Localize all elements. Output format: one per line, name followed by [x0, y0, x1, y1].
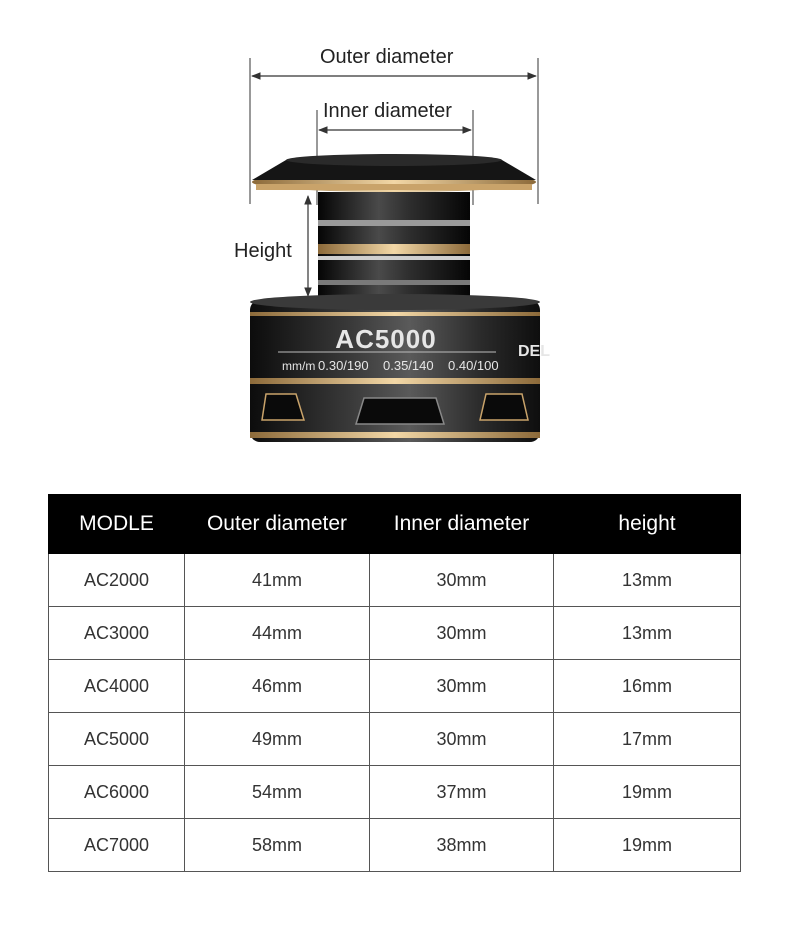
spool-line-spec: 0.40/100 — [448, 358, 499, 373]
cell-model: AC4000 — [49, 660, 185, 713]
column-header-inner-diameter: Inner diameter — [370, 495, 554, 554]
cell-model: AC5000 — [49, 713, 185, 766]
table-row — [49, 607, 741, 660]
table-row — [49, 819, 741, 872]
spool-model-text: AC5000 — [335, 324, 437, 354]
table-header-row — [49, 495, 741, 554]
cell-outer-diameter: 41mm — [185, 554, 370, 607]
cell-inner-diameter: 30mm — [370, 713, 554, 766]
cell-outer-diameter: 44mm — [185, 607, 370, 660]
cell-height: 19mm — [554, 819, 741, 872]
cell-outer-diameter: 46mm — [185, 660, 370, 713]
spool-dimension-diagram — [0, 0, 790, 470]
cell-height: 13mm — [554, 607, 741, 660]
table-row — [49, 766, 741, 819]
cell-inner-diameter: 30mm — [370, 607, 554, 660]
table-row — [49, 660, 741, 713]
inner-diameter-label: Inner diameter — [323, 100, 452, 122]
spec-table — [48, 494, 741, 872]
spool-brand-text: DEL — [518, 343, 550, 360]
column-header-model: MODLE — [49, 495, 185, 554]
spool-image — [0, 0, 790, 470]
column-header-height: height — [554, 495, 741, 554]
cell-model: AC2000 — [49, 554, 185, 607]
cell-height: 17mm — [554, 713, 741, 766]
height-label: Height — [234, 240, 292, 262]
cell-model: AC6000 — [49, 766, 185, 819]
cell-height: 19mm — [554, 766, 741, 819]
cell-height: 13mm — [554, 554, 741, 607]
cell-inner-diameter: 37mm — [370, 766, 554, 819]
cell-model: AC7000 — [49, 819, 185, 872]
spool-line-spec: 0.30/190 — [318, 358, 369, 373]
cell-outer-diameter: 58mm — [185, 819, 370, 872]
column-header-outer-diameter: Outer diameter — [185, 495, 370, 554]
cell-model: AC3000 — [49, 607, 185, 660]
table-row — [49, 713, 741, 766]
spool-line-prefix: mm/m — [282, 359, 316, 373]
cell-inner-diameter: 38mm — [370, 819, 554, 872]
cell-outer-diameter: 54mm — [185, 766, 370, 819]
cell-inner-diameter: 30mm — [370, 660, 554, 713]
cell-inner-diameter: 30mm — [370, 554, 554, 607]
cell-height: 16mm — [554, 660, 741, 713]
outer-diameter-label: Outer diameter — [320, 46, 454, 68]
spool-line-spec: 0.35/140 — [383, 358, 434, 373]
table-row — [49, 554, 741, 607]
cell-outer-diameter: 49mm — [185, 713, 370, 766]
